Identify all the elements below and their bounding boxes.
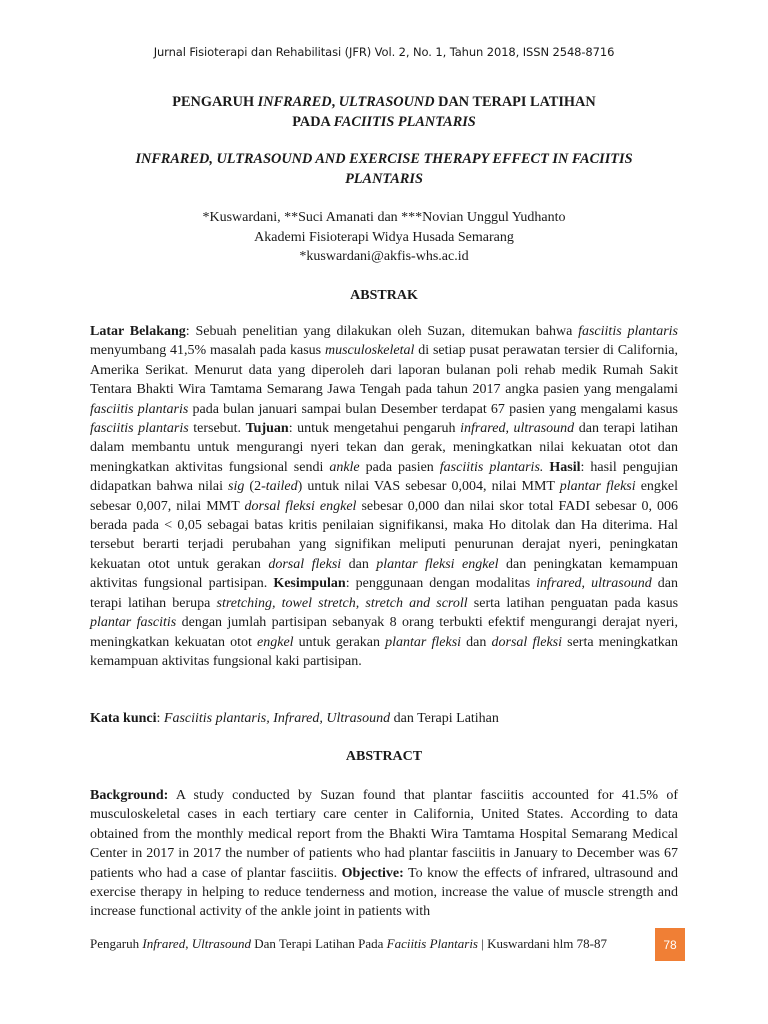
abstrak-text: dengan jumlah partisipan sebanyak 8 orang terbukti efektif mengurangi derajat nyeri, meningkatkan kekuatan otot <box>90 615 678 650</box>
abstrak-text: engkel sebesar 0,007, nilai MMT <box>90 479 679 514</box>
keywords-italic: Fasciitis plantaris, Infrared, Ultrasound <box>163 711 391 726</box>
abstract-text: To know the effects of infrared, ultrasound and exercise therapy in helping to reduce tenderness and motion, increase the value of muscle strength and increase functional activity of the ankle joint in patients with <box>90 865 679 920</box>
page-number-badge: 78 <box>655 928 685 961</box>
abstrak-italic: plantar fleksi <box>559 479 636 495</box>
abstrak-text: di setiap pusat perawatan tersier di California, Amerika Serikat. Menurut data yang diperoleh dari laporan bulanan poli rehab medik Rumah Sakit Tentara Bhakti Wira Tamtama Semarang Jawa Tengah pada tahun 2017 angka pasien yang mengalami <box>90 343 678 398</box>
title-id-part: DAN TERAPI LATIHAN <box>434 94 596 110</box>
title-english <box>90 150 678 189</box>
abstrak-italic: ankle <box>329 459 360 475</box>
keywords-label: Kata kunci <box>90 711 157 726</box>
abstrak-text: : penggunaan dengan modalitas <box>345 576 537 592</box>
abstrak-text: dan <box>461 634 492 650</box>
abstrak-italic: plantar fascitis <box>90 615 177 631</box>
abstract-label: Objective: <box>341 865 404 881</box>
abstrak-italic: dorsal fleksi <box>268 556 342 572</box>
abstrak-italic: ultrasound <box>591 576 652 592</box>
page-footer <box>90 936 607 952</box>
abstrak-text: menyumbang 41,5% masalah pada kasus <box>90 343 325 359</box>
title-id-italic: FACIITIS PLANTARIS <box>333 113 476 130</box>
title-id-italic: INFRARED <box>257 94 332 110</box>
abstrak-italic: dorsal fleksi engkel <box>244 498 357 514</box>
author-email[interactable]: *kuswardani@akfis-whs.ac.id <box>299 249 469 264</box>
footer-italic: Faciitis Plantaris <box>386 936 478 951</box>
abstrak-text: : hasil pengujian didapatkan bahwa nilai <box>90 459 679 495</box>
abstrak-italic: plantar fleksi <box>385 634 462 650</box>
title-id-italic: ULTRASOUND <box>338 94 435 110</box>
abstrak-heading: ABSTRAK <box>350 288 418 303</box>
footer-text: Dan Terapi Latihan Pada <box>250 936 387 951</box>
abstrak-label: Hasil <box>549 459 581 475</box>
footer-text: Pengaruh <box>90 936 143 951</box>
abstrak-italic: fasciitis plantaris <box>90 401 189 417</box>
abstract-label: Background: <box>90 788 169 803</box>
title-id-part: PADA <box>292 113 334 130</box>
abstract-text: A study conducted by Suzan found that plantar fasciitis accounted for 41.5% of musculoskeletal cases in each tertiary care center in California, United States. According to data obtained from the monthly medical report from the Bhakti Wira Tamtama Hospital Semarang Medical Center in 2017 in 2017 the number of patients who had plantar fasciitis in January to December was 67 patients who had a case of plantar fasciitis. <box>90 788 678 881</box>
abstrak-italic: stretching, towel stretch, stretch and scroll <box>216 595 468 611</box>
abstrak-italic: infrared, ultrasound <box>460 421 575 437</box>
abstrak-text: (2- <box>244 479 266 495</box>
abstrak-label: Latar Belakang <box>90 324 186 339</box>
abstrak-text: : Sebuah penelitian yang dilakukan oleh Suzan, ditemukan bahwa <box>185 324 579 339</box>
footer-text: | Kuswardani hlm 78-87 <box>478 936 607 951</box>
abstrak-text: pada bulan januari sampai bulan Desember terdapat 67 pasien yang mengalami kasus <box>188 401 678 417</box>
abstrak-italic: fasciitis plantaris. <box>439 459 544 475</box>
abstrak-italic: tailed <box>265 479 298 495</box>
abstrak-text: untuk gerakan <box>293 634 386 650</box>
abstrak-italic: dorsal fleksi <box>491 634 562 650</box>
footer-text: , <box>185 936 192 951</box>
abstrak-label: Tujuan <box>245 421 289 437</box>
title-en-line: PLANTARIS <box>345 170 423 187</box>
abstrak-text: ) untuk nilai VAS sebesar 0,004, nilai MMT <box>297 479 560 495</box>
title-en-line: INFRARED, ULTRASOUND AND EXERCISE THERAPY EFFECT IN FACIITIS <box>135 151 633 167</box>
abstrak-text: dan terapi latihan dalam membantu untuk mengurangi nyeri tekan dan gerak, meningkatkan nilai kekuatan otot dan meningkatkan aktivitas fungsional sendi <box>90 421 679 475</box>
abstrak-text: tersebut. <box>188 421 246 437</box>
abstrak-text: dan terapi latihan berupa <box>90 576 679 611</box>
author-affiliation: Akademi Fisioterapi Widya Husada Semarang <box>254 229 514 245</box>
abstrak-text: : untuk mengetahui pengaruh <box>288 421 461 437</box>
title-id-part: , <box>331 94 339 110</box>
journal-header: Jurnal Fisioterapi dan Rehabilitasi (JFR) Vol. 2, No. 1, Tahun 2018, ISSN 2548-8716 <box>153 45 615 59</box>
abstrak-paragraph <box>90 322 678 671</box>
abstract-paragraph <box>90 786 678 922</box>
abstrak-text: dan <box>341 556 377 572</box>
keywords-separator: : <box>156 711 164 726</box>
abstrak-label: Kesimpulan <box>273 576 346 592</box>
abstrak-italic: musculoskeletal <box>324 343 415 359</box>
abstrak-text: dan peningkatan kemampuan aktivitas fungsional partisipan. <box>90 556 678 592</box>
abstrak-text: pada pasien <box>359 459 440 475</box>
abstrak-italic: infrared <box>536 576 582 592</box>
abstract-heading: ABSTRACT <box>345 749 423 764</box>
abstrak-italic: plantar fleksi engkel <box>376 556 499 572</box>
title-indonesian <box>90 93 678 132</box>
author-block <box>90 208 678 267</box>
keywords-rest: dan Terapi Latihan <box>390 711 499 726</box>
footer-italic: Infrared <box>142 936 186 951</box>
abstrak-italic: fasciitis plantaris <box>90 421 189 437</box>
abstrak-text: serta meningkatkan kemampuan aktivitas fungsional kaki partisipan. <box>90 634 678 669</box>
abstrak-text: sebesar 0,000 dan nilai skor total FADI sebesar 0, 006 berada pada < 0,05 sebagai batas kritis penilaian signifikansi, maka Ho ditolak dan Ha diterima. Hal tersebut berarti terjadi perubahan yang signifikan meliputi penurunan derajat nyeri, peningkatan kekuatan otot untuk gerakan <box>90 498 678 572</box>
abstrak-italic: fasciitis plantaris <box>578 324 679 339</box>
abstrak-italic: sig <box>228 479 245 495</box>
keywords <box>90 709 678 728</box>
abstrak-text: serta latihan penguatan pada kasus <box>467 595 679 611</box>
author-names: *Kuswardani, **Suci Amanati dan ***Novian Unggul Yudhanto <box>202 210 566 225</box>
title-id-part: PENGARUH <box>172 94 258 110</box>
footer-italic: Ultrasound <box>191 936 251 951</box>
abstrak-italic: engkel <box>257 634 294 650</box>
abstrak-text: , <box>581 576 592 592</box>
